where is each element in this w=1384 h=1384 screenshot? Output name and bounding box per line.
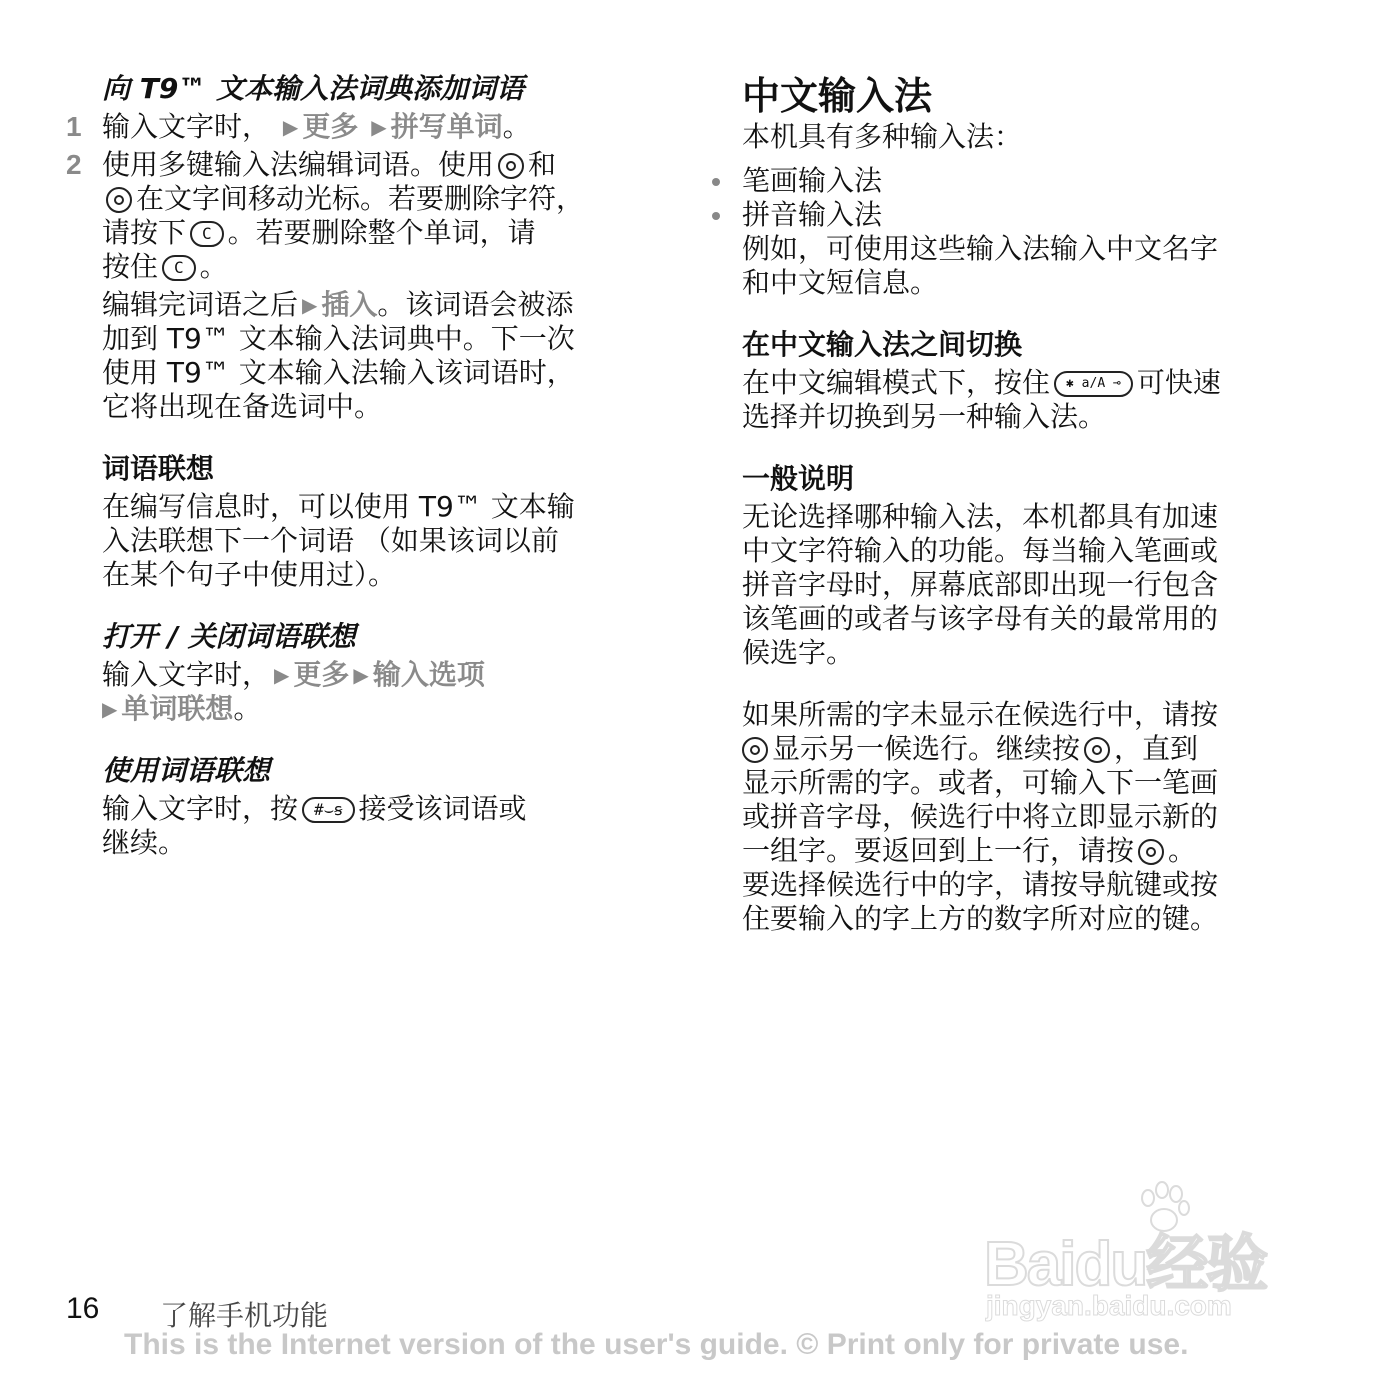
step-number: 2: [66, 149, 82, 180]
switch-body: 在中文编辑模式下，按住 ✱ a/A ⊸ 可快速 选择并切换到另一种输入法。: [742, 366, 1221, 433]
section-title-switch: 在中文输入法之间切换: [742, 328, 1023, 361]
star-key-icon: ✱ a/A ⊸: [1054, 371, 1133, 397]
step-text: 使用多键输入法编辑词语。使用 和 在文字间移动光标。若要删除字符， 请按下 C 。若要删除整个单词，请 按住 C 。: [102, 148, 585, 283]
navigation-key-icon: [498, 153, 524, 179]
section-title-toggle-prediction: 打开 / 关闭词语联想: [102, 620, 356, 653]
menu-more: 更多: [293, 658, 350, 691]
use-prediction-body: 输入文字时，按 #⌣ꞩ 接受该词语或 继续。: [102, 792, 527, 859]
menu-insert: 插入: [321, 288, 378, 321]
section-title-use-prediction: 使用词语联想: [102, 754, 271, 787]
candidate-row-body: 如果所需的字未显示在候选行中，请按 显示另一候选行。继续按 ，直到 显示所需的字。或者，可输入下一笔画 或拼音字母，候选行中将立即显示新的 一组字。要返回到上一行，请按 。 要选择候选行中的字，请按导航键或按 住要输入的字上方的数字所对应的键。: [742, 698, 1219, 935]
list-item: 拼音输入法: [742, 198, 883, 231]
step-text: 输入文字时， ▶ 更多 ▶ 拼写单词。: [102, 110, 531, 143]
watermark-brand: Baidu经验: [984, 1230, 1267, 1299]
menu-spell-word: 拼写单词: [390, 110, 503, 143]
arrow-right-icon: ▶: [282, 115, 299, 139]
hash-key-icon: #⌣ꞩ: [302, 797, 355, 823]
intro-text: 本机具有多种输入法：: [742, 120, 1023, 153]
watermark-url: jingyan.baidu.com: [986, 1290, 1232, 1321]
left-column: [66, 72, 666, 860]
menu-more: 更多: [302, 110, 359, 143]
arrow-right-icon: ▶: [302, 293, 318, 317]
menu-input-options: 输入选项: [372, 658, 485, 691]
example-text: 例如，可使用这些输入法输入中文名字 和中文短信息。: [742, 232, 1219, 299]
toggle-prediction-body: 输入文字时， ▶ 更多 ▶ 输入选项 ▶ 单词联想。: [102, 658, 485, 725]
navigation-key-icon: [1138, 839, 1164, 865]
paragraph-after-edit: 编辑完词语之后 ▶ 插入。该词语会被添 加到 T9™ 文本输入法词典中。下一次 使用 T9™ 文本输入法输入该词语时， 它将出现在备选词中。: [102, 288, 575, 423]
step-number: 1: [66, 111, 82, 142]
word-prediction-body: 在编写信息时，可以使用 T9™ 文本输 入法联想下一个词语 （如果该词以前 在某个句子中使用过）。: [102, 490, 575, 591]
general-body: 无论选择哪种输入法，本机都具有加速 中文字符输入的功能。每当输入笔画或 拼音字母时，屏幕底部即出现一行包含 该笔画的或者与该字母有关的最常用的 候选字。: [742, 500, 1219, 669]
navigation-key-icon: [106, 187, 132, 213]
step-1: [66, 110, 666, 144]
section-title-add-word: 向 T9™ 文本输入法词典添加词语: [102, 72, 525, 105]
navigation-key-icon: [742, 737, 768, 763]
step-2: [66, 148, 666, 284]
arrow-right-icon: ▶: [353, 663, 369, 687]
section-title-general: 一般说明: [742, 462, 855, 495]
section-title-word-prediction: 词语联想: [102, 452, 215, 485]
c-key-icon: C: [190, 221, 224, 247]
footer-disclaimer: This is the Internet version of the user's guide. © Print only for private use.: [124, 1328, 1189, 1361]
arrow-right-icon: ▶: [274, 663, 290, 687]
list-item: 笔画输入法: [742, 164, 883, 197]
c-key-icon: C: [162, 255, 196, 281]
baidu-watermark: [984, 1180, 1304, 1330]
arrow-right-icon: ▶: [371, 115, 387, 139]
right-column: [742, 72, 1322, 936]
navigation-key-icon: [1084, 737, 1110, 763]
page-number: 16: [66, 1292, 100, 1325]
footer-section-title: 了解手机功能: [160, 1299, 329, 1332]
arrow-right-icon: ▶: [102, 697, 118, 721]
menu-word-prediction: 单词联想: [121, 692, 234, 725]
page-title: 中文输入法: [742, 74, 933, 118]
